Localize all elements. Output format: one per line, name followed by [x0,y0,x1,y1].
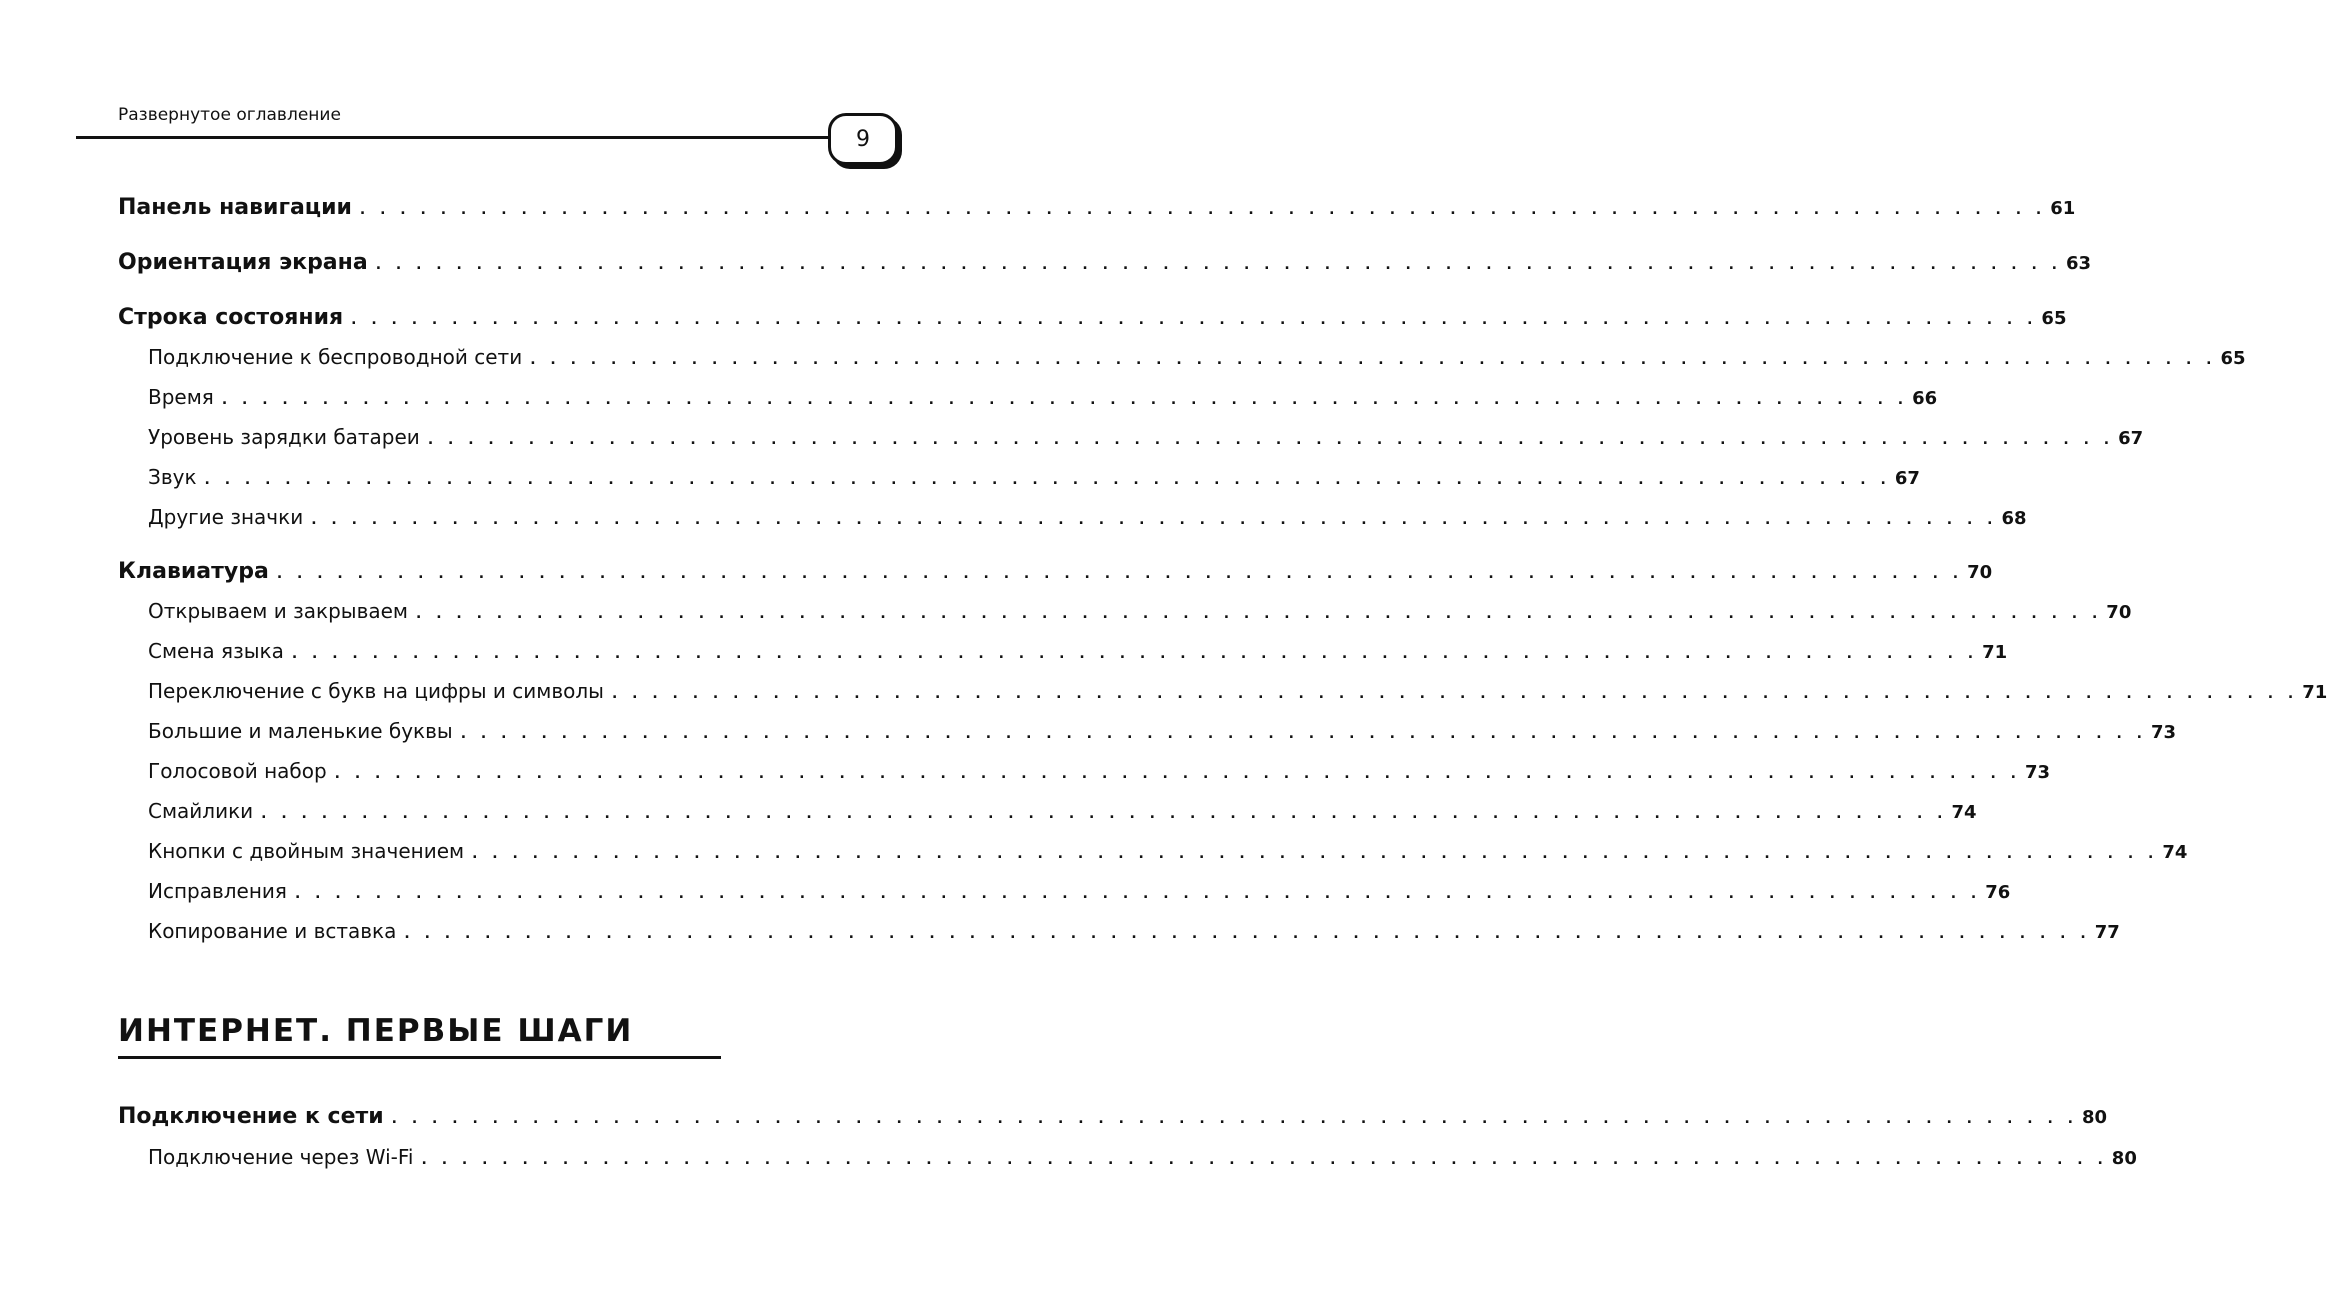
toc-entry-title: Строка состояния [118,305,344,330]
toc-entry-subsection [148,345,2246,369]
toc-entry-page: 71 [1982,642,2008,663]
dot-leader: . . . . . . . . . . . . . . . . . . . . . . . . . . . . . . . . . . . . . . . . . . . . . . . . . . . . . . . . . . . . . . . . . . . . . . . . . . . . . . . . . . . . [530,352,2217,368]
toc-entry-page: 80 [2081,1107,2108,1128]
dot-leader: . . . . . . . . . . . . . . . . . . . . . . . . . . . . . . . . . . . . . . . . . . . . . . . . . . . . . . . . . . . . . . . . . . . . . . . . . . . . . . . . . . . . [311,512,1998,528]
toc-entry-subsection [148,679,2327,703]
dot-leader: . . . . . . . . . . . . . . . . . . . . . . . . . . . . . . . . . . . . . . . . . . . . . . . . . . . . . . . . . . . . . . . . . . . . . . . . . . . . . . . . . . . . [351,312,2038,328]
toc-entry-section [118,250,2092,275]
running-head: Развернутое оглавление [118,105,341,125]
toc-entry-page: 67 [1894,468,1920,489]
toc-entry-title: Смена языка [148,639,284,663]
dot-leader: . . . . . . . . . . . . . . . . . . . . . . . . . . . . . . . . . . . . . . . . . . . . . . . . . . . . . . . . . . . . . . . . . . . . . . . . . . . . . . . . . . . . [391,1111,2078,1127]
toc-entry-title: Подключение к беспроводной сети [148,345,523,369]
dot-leader: . . . . . . . . . . . . . . . . . . . . . . . . . . . . . . . . . . . . . . . . . . . . . . . . . . . . . . . . . . . . . . . . . . . . . . . . . . . . . . . . . . . . [334,766,2021,782]
toc-entry-title: Открываем и закрываем [148,599,408,623]
toc-entry-title: Подключение к сети [118,1104,384,1129]
dot-leader: . . . . . . . . . . . . . . . . . . . . . . . . . . . . . . . . . . . . . . . . . . . . . . . . . . . . . . . . . . . . . . . . . . . . . . . . . . . . . . . . . . . . [375,257,2062,273]
toc-entry-subsection [148,759,2051,783]
chapter-title: ИНТЕРНЕТ. ПЕРВЫЕ ШАГИ [118,1013,634,1049]
toc-entry-page: 73 [2151,722,2177,743]
toc-entry-title: Смайлики [148,799,254,823]
toc-entry-page: 74 [2162,842,2188,863]
toc-entry-page: 74 [1951,802,1977,823]
page-number-box [828,113,898,165]
toc-entry-subsection [148,799,1977,823]
dot-leader: . . . . . . . . . . . . . . . . . . . . . . . . . . . . . . . . . . . . . . . . . . . . . . . . . . . . . . . . . . . . . . . . . . . . . . . . . . . . . . . . . . . . [404,926,2091,942]
toc-entry-page: 73 [2024,762,2051,783]
toc-entry-title: Клавиатура [118,559,269,584]
toc-entry-page: 65 [2041,308,2067,329]
toc-entry-title: Голосовой набор [148,759,327,783]
toc-entry-title: Ориентация экрана [118,250,368,275]
toc-entry-title: Переключение с букв на цифры и символы [148,679,604,703]
toc-entry-title: Копирование и вставка [148,919,397,943]
toc-entry-title: Уровень зарядки батареи [148,425,420,449]
toc-entry-title: Панель навигации [118,195,352,220]
toc-entry-subsection [148,385,1938,409]
toc-entry-page: 66 [1912,388,1938,409]
toc-entry-title: Большие и маленькие буквы [148,719,453,743]
header-rule [76,136,834,139]
toc-entry-page: 80 [2111,1148,2137,1169]
toc-entry-page: 70 [2106,602,2132,623]
toc-entry-subsection [148,465,1920,489]
toc-entry-subsection [148,599,2132,623]
toc-entry-page: 63 [2066,253,2092,274]
toc-entry-title: Исправления [148,879,287,903]
toc-entry-page: 67 [2118,428,2144,449]
dot-leader: . . . . . . . . . . . . . . . . . . . . . . . . . . . . . . . . . . . . . . . . . . . . . . . . . . . . . . . . . . . . . . . . . . . . . . . . . . . . . . . . . . . . [261,806,1948,822]
toc-entry-subsection [148,1145,2137,1169]
toc-entry-page: 70 [1967,562,1993,583]
dot-leader: . . . . . . . . . . . . . . . . . . . . . . . . . . . . . . . . . . . . . . . . . . . . . . . . . . . . . . . . . . . . . . . . . . . . . . . . . . . . . . . . . . . . [276,566,1964,582]
toc-entry-title: Звук [148,465,197,489]
toc-entry-subsection [148,839,2188,863]
dot-leader: . . . . . . . . . . . . . . . . . . . . . . . . . . . . . . . . . . . . . . . . . . . . . . . . . . . . . . . . . . . . . . . . . . . . . . . . . . . . . . . . . . . . [221,392,1909,408]
toc-entry-title: Время [148,385,214,409]
toc-entry-page: 65 [2220,348,2246,369]
toc-entry-title: Кнопки с двойным значением [148,839,465,863]
toc-entry-subsection [148,639,2008,663]
toc-entry-title: Подключение через Wi-Fi [148,1145,414,1169]
toc-entry-page: 68 [2001,508,2027,529]
dot-leader: . . . . . . . . . . . . . . . . . . . . . . . . . . . . . . . . . . . . . . . . . . . . . . . . . . . . . . . . . . . . . . . . . . . . . . . . . . . . . . . . . . . . [359,202,2047,218]
toc-entry-page: 77 [2094,922,2120,943]
toc-entry-section [118,559,1993,584]
page-number: 9 [856,126,870,152]
toc-entry-page: 61 [2050,198,2076,219]
dot-leader: . . . . . . . . . . . . . . . . . . . . . . . . . . . . . . . . . . . . . . . . . . . . . . . . . . . . . . . . . . . . . . . . . . . . . . . . . . . . . . . . . . . . [294,886,1982,902]
dot-leader: . . . . . . . . . . . . . . . . . . . . . . . . . . . . . . . . . . . . . . . . . . . . . . . . . . . . . . . . . . . . . . . . . . . . . . . . . . . . . . . . . . . . [427,432,2115,448]
dot-leader: . . . . . . . . . . . . . . . . . . . . . . . . . . . . . . . . . . . . . . . . . . . . . . . . . . . . . . . . . . . . . . . . . . . . . . . . . . . . . . . . . . . . [611,686,2299,702]
toc-entry-subsection [148,879,2011,903]
toc-entry-title: Другие значки [148,505,304,529]
dot-leader: . . . . . . . . . . . . . . . . . . . . . . . . . . . . . . . . . . . . . . . . . . . . . . . . . . . . . . . . . . . . . . . . . . . . . . . . . . . . . . . . . . . . [421,1152,2108,1168]
toc-entry-subsection [148,719,2177,743]
dot-leader: . . . . . . . . . . . . . . . . . . . . . . . . . . . . . . . . . . . . . . . . . . . . . . . . . . . . . . . . . . . . . . . . . . . . . . . . . . . . . . . . . . . . [416,606,2103,622]
toc-entry-page: 71 [2302,682,2327,703]
toc-entry-section [118,305,2067,330]
chapter-rule [118,1056,721,1059]
dot-leader: . . . . . . . . . . . . . . . . . . . . . . . . . . . . . . . . . . . . . . . . . . . . . . . . . . . . . . . . . . . . . . . . . . . . . . . . . . . . . . . . . . . . [291,646,1979,662]
toc-entry-subsection [148,919,2120,943]
toc-entry-subsection [148,505,2027,529]
toc-entry-section [118,1104,2108,1129]
dot-leader: . . . . . . . . . . . . . . . . . . . . . . . . . . . . . . . . . . . . . . . . . . . . . . . . . . . . . . . . . . . . . . . . . . . . . . . . . . . . . . . . . . . . [460,726,2148,742]
toc-entry-subsection [148,425,2144,449]
toc-entry-section [118,195,2076,220]
toc-entry-page: 76 [1985,882,2011,903]
dot-leader: . . . . . . . . . . . . . . . . . . . . . . . . . . . . . . . . . . . . . . . . . . . . . . . . . . . . . . . . . . . . . . . . . . . . . . . . . . . . . . . . . . . . [204,472,1891,488]
dot-leader: . . . . . . . . . . . . . . . . . . . . . . . . . . . . . . . . . . . . . . . . . . . . . . . . . . . . . . . . . . . . . . . . . . . . . . . . . . . . . . . . . . . . [472,846,2159,862]
